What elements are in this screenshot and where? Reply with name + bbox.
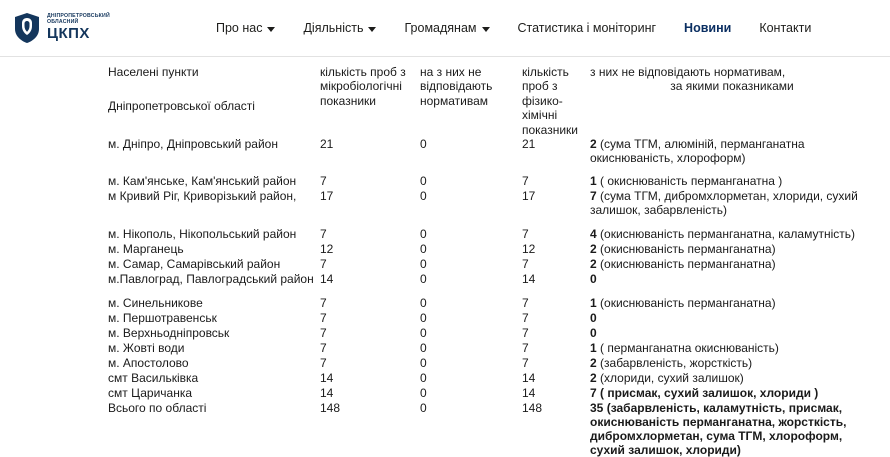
- nav-item-news[interactable]: [670, 15, 745, 41]
- col-header-nonstandard-c: нормативам: [420, 93, 488, 108]
- cell-nonstandard-count: 0: [420, 400, 427, 415]
- col-header-micro: [320, 65, 420, 137]
- cell-micro-count: 17: [320, 189, 334, 204]
- table-row: [108, 227, 878, 242]
- cell-remarks: [590, 341, 878, 356]
- cell-physchem-count: 17: [522, 189, 536, 204]
- table-row: [108, 137, 878, 165]
- brand-line-2: ОБЛАСНИЙ: [47, 18, 79, 25]
- cell-remarks: [590, 371, 878, 386]
- col-header-physchem-e: показники: [522, 122, 579, 137]
- cell-nonstandard-count: 0: [420, 174, 427, 189]
- col-header-physchem-d: хімічні: [522, 108, 558, 123]
- nav-item-statistics[interactable]: [504, 15, 671, 41]
- cell-remarks: [590, 174, 878, 189]
- article-content: [0, 65, 890, 457]
- row-spacer: [108, 218, 878, 227]
- cell-nonstandard-count: 0: [420, 340, 427, 355]
- col-header-settlements-line1: Населені пункти: [108, 65, 199, 79]
- chevron-down-icon: [482, 27, 490, 32]
- table-row: [108, 386, 878, 401]
- remark-text: (окиснюваність перманганатна): [596, 256, 776, 271]
- col-header-micro-b: мікробіологічні: [320, 79, 402, 94]
- cell-settlement: м.Павлоград, Павлоградський район: [108, 271, 314, 286]
- cell-micro-count: 21: [320, 136, 334, 151]
- col-header-nonstandard: [420, 65, 522, 137]
- cell-physchem-count: 12: [522, 241, 536, 256]
- nav-item-citizens-label: Громадянам: [404, 21, 477, 35]
- cell-nonstandard-count: 0: [420, 385, 427, 400]
- table-row: [108, 356, 878, 371]
- nav-item-about-label: Про нас: [216, 21, 263, 35]
- cell-nonstandard-count: 0: [420, 256, 427, 271]
- cell-remarks: [590, 272, 878, 287]
- cell-physchem-count: 7: [522, 310, 529, 325]
- cell-micro-count: 148: [320, 400, 341, 415]
- brand-abbr: ЦКПХ: [47, 25, 90, 43]
- site-header: [0, 0, 890, 57]
- table-header: [108, 65, 878, 137]
- cell-micro-count: 7: [320, 310, 327, 325]
- cell-micro-count: 14: [320, 271, 334, 286]
- table-row: [108, 272, 878, 287]
- cell-physchem-count: 7: [522, 226, 529, 241]
- remark-text: ( окиснюваність перманганатна ): [596, 174, 783, 189]
- cell-settlement: м. Самар, Самарівський район: [108, 256, 281, 271]
- brand-line-1: ДНІПРОПЕТРОВСЬКИЙ: [47, 13, 110, 20]
- remark-count: 2: [590, 136, 597, 151]
- shield-icon: [14, 12, 40, 44]
- brand-text: [47, 14, 110, 42]
- cell-settlement: смт Царичанка: [108, 385, 193, 400]
- nav-item-contacts-label: Контакти: [759, 21, 812, 35]
- nav-item-about[interactable]: [202, 15, 289, 41]
- cell-settlement: Всього по області: [108, 400, 207, 415]
- cell-remarks: [590, 227, 878, 242]
- col-header-settlements: [108, 65, 320, 137]
- cell-nonstandard-count: 0: [420, 136, 427, 151]
- remark-count: 2: [590, 355, 597, 370]
- col-header-physchem: [522, 65, 590, 137]
- cell-physchem-count: 21: [522, 136, 536, 151]
- cell-physchem-count: 7: [522, 340, 529, 355]
- cell-remarks: [590, 401, 878, 457]
- cell-physchem-count: 148: [522, 400, 543, 415]
- cell-remarks: [590, 242, 878, 257]
- cell-settlement: м. Жовті води: [108, 340, 185, 355]
- remark-count: 2: [590, 370, 597, 385]
- cell-settlement: м. Кам'янське, Кам'янський район: [108, 174, 297, 189]
- table-row: [108, 341, 878, 356]
- remark-text: (окиснюваність перманганатна, каламутність): [596, 226, 856, 241]
- cell-remarks: [590, 296, 878, 311]
- cell-settlement: м. Синельникове: [108, 295, 203, 310]
- cell-remarks: [590, 137, 878, 165]
- cell-nonstandard-count: 0: [420, 370, 427, 385]
- col-header-physchem-a: кількість: [522, 65, 569, 79]
- remark-count: 1: [590, 295, 597, 310]
- row-spacer: [108, 165, 878, 174]
- col-header-remarks-a: з них не відповідають нормативам,: [590, 65, 786, 79]
- cell-physchem-count: 7: [522, 295, 529, 310]
- table-row: [108, 189, 878, 217]
- col-header-settlements-line2: Дніпропетровської області: [108, 99, 255, 114]
- chevron-down-icon: [368, 27, 376, 32]
- cell-remarks: [590, 326, 878, 341]
- cell-nonstandard-count: 0: [420, 241, 427, 256]
- remark-count: 4: [590, 226, 597, 241]
- remark-count: 2: [590, 256, 597, 271]
- remark-count: 0: [590, 271, 597, 286]
- cell-nonstandard-count: 0: [420, 189, 427, 204]
- remark-count: 0: [590, 310, 597, 325]
- cell-settlement: м. Нікополь, Нікопольський район: [108, 226, 297, 241]
- table-row-total: [108, 401, 878, 457]
- remark-count: 35: [590, 400, 604, 415]
- cell-micro-count: 14: [320, 370, 334, 385]
- col-header-nonstandard-b: відповідають: [420, 79, 493, 94]
- cell-micro-count: 7: [320, 355, 327, 370]
- col-header-micro-a: кількість проб з: [320, 65, 406, 79]
- cell-remarks: [590, 386, 878, 401]
- remark-count: 0: [590, 325, 597, 340]
- remark-count: 7: [590, 189, 597, 204]
- cell-remarks: [590, 311, 878, 326]
- cell-micro-count: 7: [320, 226, 327, 241]
- remark-count: 1: [590, 174, 597, 189]
- table-row: [108, 296, 878, 311]
- cell-physchem-count: 14: [522, 370, 536, 385]
- cell-micro-count: 12: [320, 241, 334, 256]
- cell-micro-count: 7: [320, 256, 327, 271]
- chevron-down-icon: [267, 27, 275, 32]
- cell-settlement: м. Марганець: [108, 241, 184, 256]
- cell-nonstandard-count: 0: [420, 325, 427, 340]
- col-header-remarks-b: за якими показниками: [670, 79, 794, 94]
- cell-physchem-count: 14: [522, 385, 536, 400]
- remark-count: 1: [590, 340, 597, 355]
- cell-settlement: м. Верхньодніпровськ: [108, 325, 230, 340]
- nav-item-statistics-label: Статистика і моніторинг: [517, 21, 657, 35]
- cell-physchem-count: 7: [522, 355, 529, 370]
- cell-settlement: м. Апостолово: [108, 355, 189, 370]
- cell-settlement: смт Васильківка: [108, 370, 199, 385]
- cell-physchem-count: 7: [522, 256, 529, 271]
- site-logo[interactable]: [14, 12, 164, 44]
- cell-micro-count: 14: [320, 385, 334, 400]
- col-header-physchem-b: проб з: [522, 79, 558, 94]
- row-spacer: [108, 287, 878, 296]
- remark-text: (хлориди, сухий залишок): [596, 370, 744, 385]
- cell-remarks: [590, 189, 878, 217]
- cell-nonstandard-count: 0: [420, 295, 427, 310]
- remark-count: 7: [590, 385, 597, 400]
- table-row: [108, 242, 878, 257]
- main-nav: [202, 15, 825, 41]
- cell-micro-count: 7: [320, 174, 327, 189]
- table-row: [108, 174, 878, 189]
- cell-remarks: [590, 356, 878, 371]
- cell-nonstandard-count: 0: [420, 226, 427, 241]
- water-quality-table: [108, 65, 878, 457]
- remark-text: (окиснюваність перманганатна): [596, 295, 776, 310]
- nav-item-citizens[interactable]: [390, 15, 503, 41]
- col-header-physchem-c: фізико-: [522, 93, 563, 108]
- remark-text: (сума ТГМ, алюміній, перманганатна окиснюваність, хлороформ): [590, 136, 805, 166]
- cell-physchem-count: 7: [522, 325, 529, 340]
- cell-physchem-count: 14: [522, 271, 536, 286]
- cell-nonstandard-count: 0: [420, 271, 427, 286]
- table-row: [108, 326, 878, 341]
- nav-item-activity-label: Діяльність: [303, 21, 364, 35]
- remark-count: 2: [590, 241, 597, 256]
- remark-text: ( перманганатна окиснюваність): [596, 340, 779, 355]
- col-header-micro-c: показники: [320, 93, 377, 108]
- nav-item-activity[interactable]: [289, 15, 390, 41]
- cell-micro-count: 7: [320, 340, 327, 355]
- table-body: [108, 137, 878, 457]
- cell-settlement: м Кривий Ріг, Криворізький район,: [108, 189, 297, 204]
- remark-text: (забарвленість, жорсткість): [596, 355, 753, 370]
- cell-micro-count: 7: [320, 295, 327, 310]
- cell-physchem-count: 7: [522, 174, 529, 189]
- nav-item-contacts[interactable]: [745, 15, 825, 41]
- table-row: [108, 311, 878, 326]
- remark-text: (окиснюваність перманганатна): [596, 241, 776, 256]
- cell-micro-count: 7: [320, 325, 327, 340]
- cell-nonstandard-count: 0: [420, 310, 427, 325]
- remark-text: ( присмак, сухий залишок, хлориди ): [596, 385, 819, 400]
- remark-text: (сума ТГМ, дибромхлорметан, хлориди, сухий залишок, забарвленість): [590, 189, 858, 218]
- cell-nonstandard-count: 0: [420, 355, 427, 370]
- cell-settlement: м. Першотравенськ: [108, 310, 217, 325]
- cell-remarks: [590, 257, 878, 272]
- nav-item-news-label: Новини: [684, 21, 732, 35]
- table-row: [108, 371, 878, 386]
- remark-text: (забарвленість, каламутність, присмак, окиснюваність перманганатна, жорсткість, дибромхлорметан, сума ТГМ, хлороформ, сухий залишок, хлориди): [590, 400, 847, 457]
- cell-settlement: м. Дніпро, Дніпровський район: [108, 136, 278, 151]
- table-row: [108, 257, 878, 272]
- col-header-nonstandard-a: на з них не: [420, 65, 482, 79]
- col-header-remarks: [590, 65, 878, 137]
